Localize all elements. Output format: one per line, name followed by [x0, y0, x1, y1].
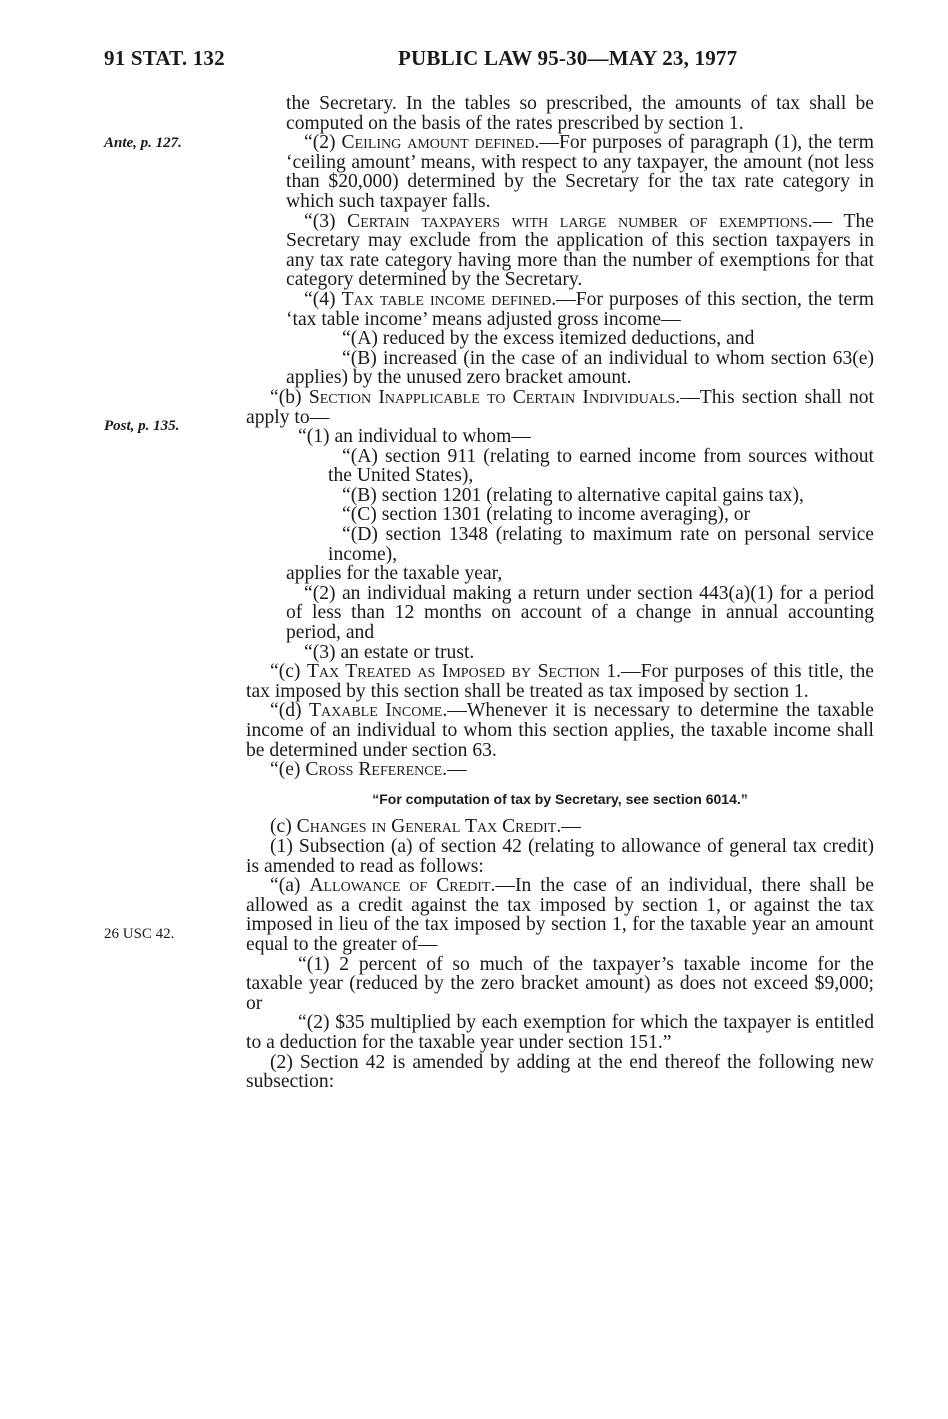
page-title: PUBLIC LAW 95-30—MAY 23, 1977 — [398, 46, 738, 70]
paragraph: “(B) section 1201 (relating to alternative capital gains tax), — [342, 484, 804, 506]
paragraph: “(d) Taxable Income.—Whenever it is necessary to determine the taxable income of an individual to whom this section applies, the taxable income shall be determined under section 63. — [246, 700, 874, 761]
paragraph: “(2) Ceiling amount defined.—For purposes of paragraph (1), the term ‘ceiling amount’ means, with respect to any taxpayer, the amount (not less than $20,000) determined by the Secretary for the tax rate category in which such taxpayer falls. — [286, 132, 874, 212]
body-text — [246, 94, 874, 1092]
paragraph: (2) Section 42 is amended by adding at the end thereof the following new subsection: — [246, 1051, 874, 1093]
paragraph: “(4) Tax table income defined.—For purposes of this section, the term ‘tax table income’ means adjusted gross income— — [286, 288, 874, 330]
paragraph: “(C) section 1301 (relating to income averaging), or — [342, 504, 751, 526]
paragraph: “(3) an estate or trust. — [304, 641, 475, 663]
margin-note-ante: Ante, p. 127. — [104, 135, 182, 151]
paragraph: “(D) section 1348 (relating to maximum rate on personal service income), — [328, 524, 874, 565]
paragraph: applies for the taxable year, — [286, 563, 503, 585]
statute-page-ref: 91 STAT. 132 — [104, 46, 225, 70]
paragraph: “(3) Certain taxpayers with large number of exemptions.— The Secretary may exclude from the application of this section taxpayers in any tax rate category having more than the number of exemptions for that category determined by the Secretary. — [286, 210, 874, 291]
cross-reference-note: “For computation of tax by Secretary, see section 6014.” — [372, 790, 748, 807]
paragraph: “(a) Allowance of Credit.—In the case of an individual, there shall be allowed as a credit against the tax imposed by section 1, or against the tax imposed in lieu of the tax imposed by section 1, for the taxable year an amount equal to the greater of— — [246, 875, 875, 955]
paragraph: “(B) increased (in the case of an individual to whom section 63(e) applies) by the unused zero bracket amount. — [286, 347, 874, 389]
paragraph: the Secretary. In the tables so prescribed, the amounts of tax shall be computed on the basis of the rates prescribed by section 1. — [286, 93, 874, 134]
margin-note-usc: 26 USC 42. — [104, 926, 175, 942]
paragraph: “(2) $35 multiplied by each exemption for which the taxpayer is entitled to a deduction for the taxable year under section 151.” — [246, 1012, 874, 1053]
paragraph: “(A) section 911 (relating to earned income from sources without the United States), — [328, 445, 874, 487]
paragraph: “(c) Tax Treated as Imposed by Section 1.—For purposes of this title, the tax imposed by this section shall be treated as tax imposed by section 1. — [246, 661, 874, 702]
paragraph: “(1) 2 percent of so much of the taxpayer’s taxable income for the taxable year (reduced by the zero bracket amount) as does not exceed $9,000; or — [246, 953, 874, 1014]
paragraph: “(A) reduced by the excess itemized deductions, and — [342, 328, 755, 350]
paragraph: “(2) an individual making a return under section 443(a)(1) for a period of less than 12 months on account of a change in annual accounting period, and — [286, 582, 874, 644]
paragraph: (1) Subsection (a) of section 42 (relating to allowance of general tax credit) is amended to read as follows: — [246, 835, 874, 877]
paragraph: “(e) Cross Reference.— — [270, 759, 467, 781]
paragraph: “(b) Section Inapplicable to Certain Individuals.—This section shall not apply to— — [246, 386, 874, 428]
margin-note-post: Post, p. 135. — [104, 418, 180, 434]
paragraph: “(1) an individual to whom— — [298, 426, 531, 448]
paragraph: (c) Changes in General Tax Credit.— — [270, 816, 581, 838]
